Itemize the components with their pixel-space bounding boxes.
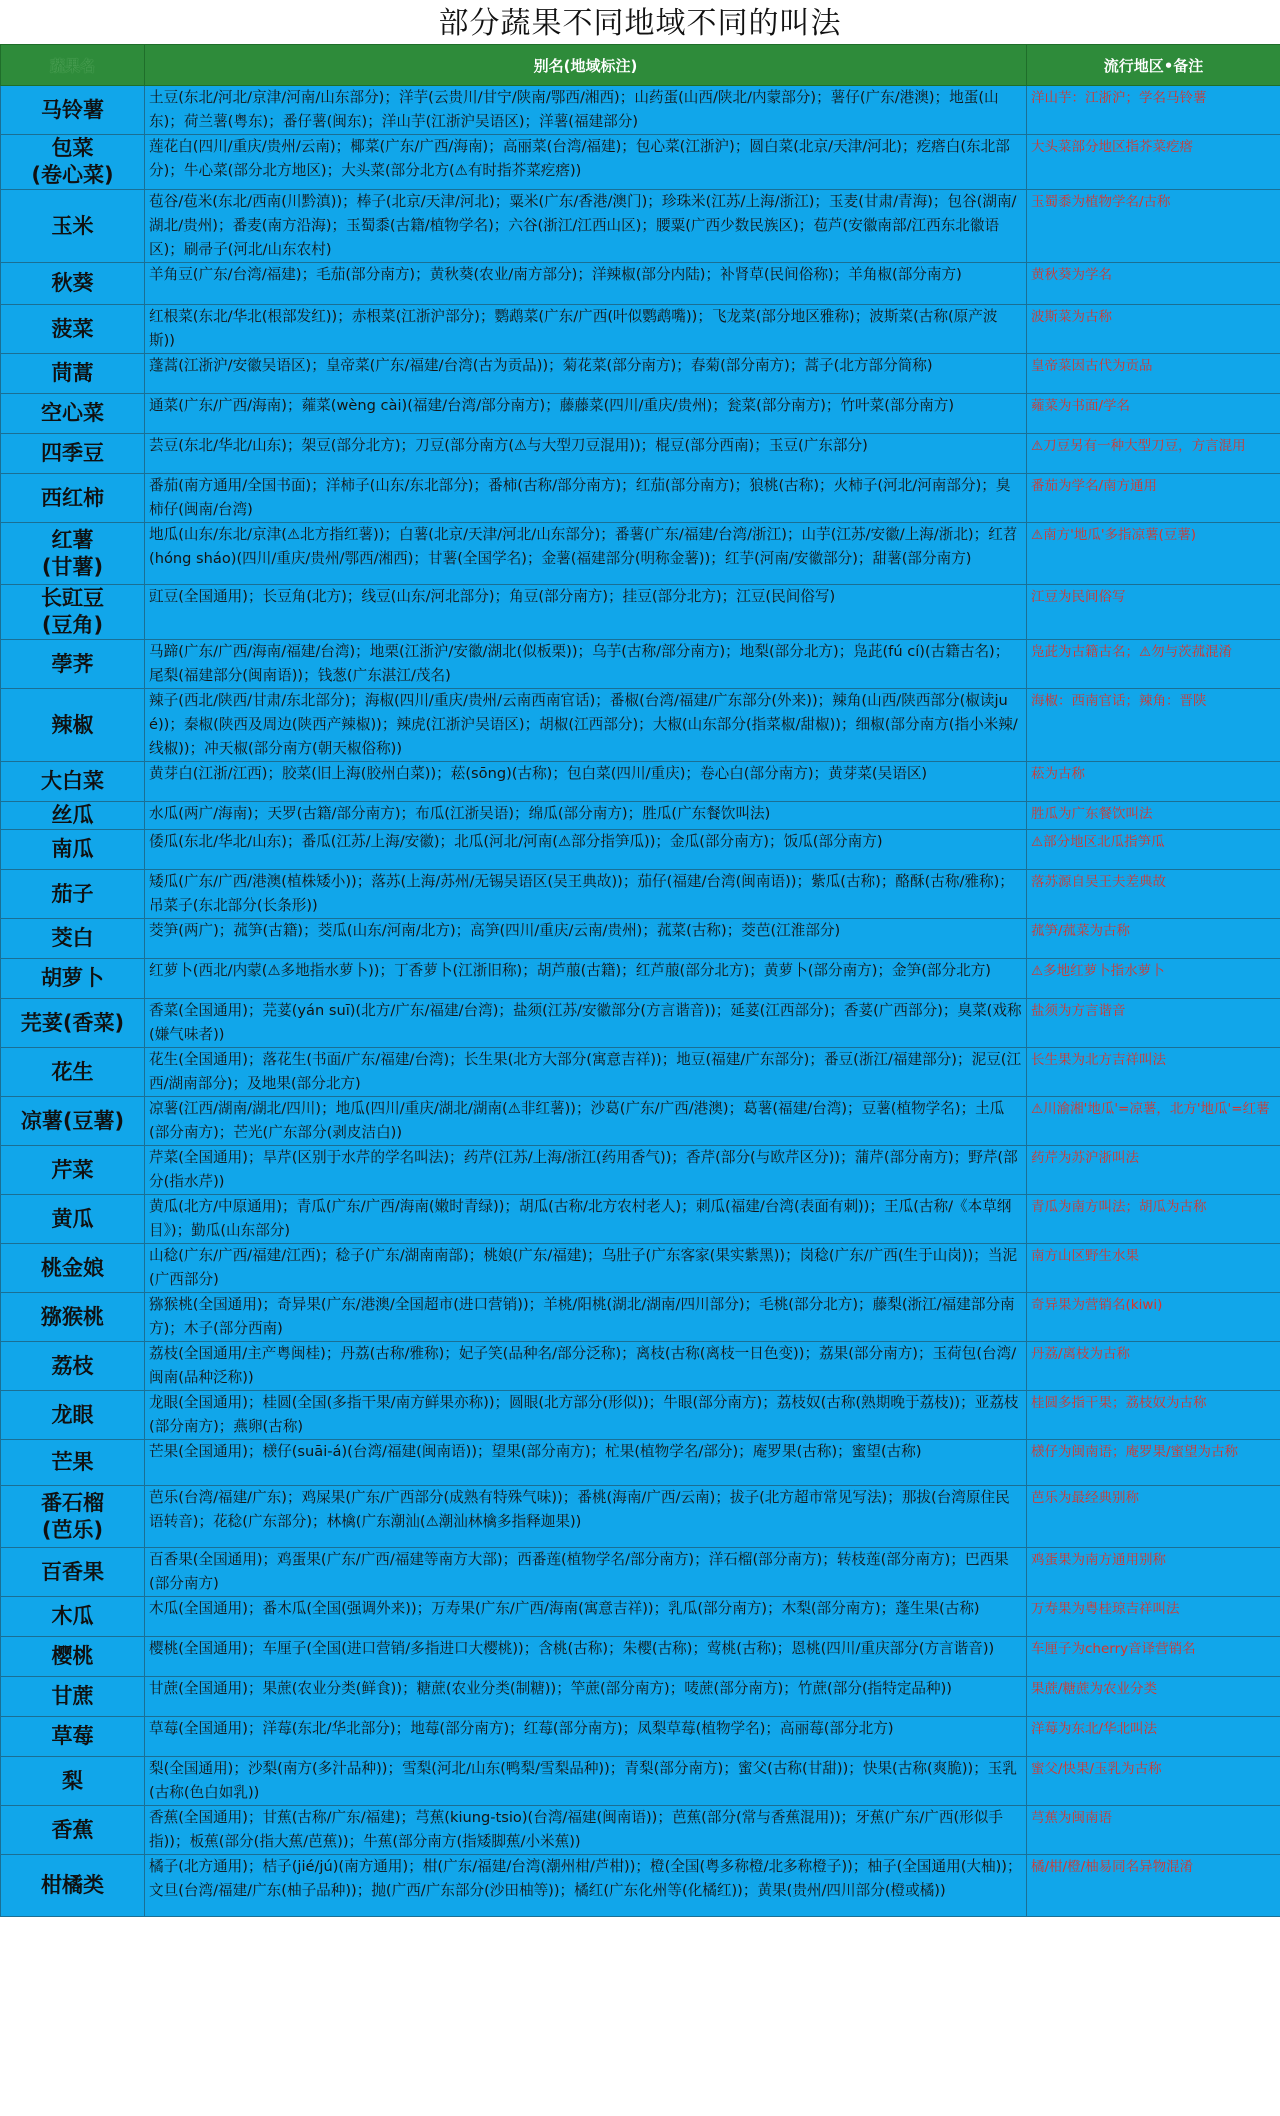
table-row xyxy=(1,1548,1280,1597)
row-aliases: 芒果(全国通用)；檨仔(suāi-á)(台湾/福建(闽南语))；望果(部分南方)；杧果(植物学名/部分)；庵罗果(古称)；蜜望(古称) xyxy=(145,1440,1027,1486)
row-name: 草莓 xyxy=(1,1717,145,1757)
row-note: 橘/柑/橙/柚易同名异物混淆 xyxy=(1027,1855,1280,1917)
row-name: 龙眼 xyxy=(1,1391,145,1440)
row-name: 甘蔗 xyxy=(1,1677,145,1717)
row-aliases: 梨(全国通用)；沙梨(南方(多汁品种))；雪梨(河北/山东(鸭梨/雪梨品种))；青梨(部分南方)；蜜父(古称(甘甜))；快果(古称(爽脆))；玉乳(古称(色白如乳)) xyxy=(145,1757,1027,1806)
table-row xyxy=(1,830,1280,870)
row-aliases: 羊角豆(广东/台湾/福建)；毛茄(部分南方)；黄秋葵(农业/南方部分)；洋辣椒(部分内陆)；补肾草(民间俗称)；羊角椒(部分南方) xyxy=(145,263,1027,305)
row-note: 波斯菜为古称 xyxy=(1027,305,1280,354)
row-note: 药芹为苏沪浙叫法 xyxy=(1027,1146,1280,1195)
row-note: 长生果为北方吉祥叫法 xyxy=(1027,1048,1280,1097)
row-name: 猕猴桃 xyxy=(1,1293,145,1342)
row-name: 木瓜 xyxy=(1,1597,145,1637)
table-row xyxy=(1,394,1280,434)
row-name: 辣椒 xyxy=(1,689,145,762)
row-note: 南方山区野生水果 xyxy=(1027,1244,1280,1293)
table-row xyxy=(1,999,1280,1048)
row-aliases: 茭笋(两广)；菰笋(古籍)；茭瓜(山东/河南/北方)；高笋(四川/重庆/云南/贵州)；菰菜(古称)；茭芭(江淮部分) xyxy=(145,919,1027,959)
row-aliases: 马蹄(广东/广西/海南/福建/台湾)；地栗(江浙沪/安徽/湖北(似板栗))；乌芋(古称/部分南方)；地梨(部分北方)；凫茈(fú cí)(古籍古名)；尾梨(福建部分(闽南语))；钱葱(广东湛江/茂名) xyxy=(145,640,1027,689)
table-row xyxy=(1,762,1280,802)
row-note: 万寿果为粤桂琼吉祥叫法 xyxy=(1027,1597,1280,1637)
row-name: 黄瓜 xyxy=(1,1195,145,1244)
row-name: 荔枝 xyxy=(1,1342,145,1391)
row-note: 檨仔为闽南语；庵罗果/蜜望为古称 xyxy=(1027,1440,1280,1486)
header-aliases: 别名(地域标注) xyxy=(145,45,1027,86)
table-row xyxy=(1,523,1280,585)
table-row xyxy=(1,919,1280,959)
row-note: ⚠刀豆另有一种大型刀豆，方言混用 xyxy=(1027,434,1280,474)
row-name: 南瓜 xyxy=(1,830,145,870)
row-aliases: 山稔(广东/广西/福建/江西)；稔子(广东/湖南南部)；桃娘(广东/福建)；乌肚子(广东客家(果实紫黑))；岗稔(广东/广西(生于山岗))；当泥(广西部分) xyxy=(145,1244,1027,1293)
table-row xyxy=(1,354,1280,394)
row-name: 玉米 xyxy=(1,190,145,263)
row-aliases: 花生(全国通用)；落花生(书面/广东/福建/台湾)；长生果(北方大部分(寓意吉祥))；地豆(福建/广东部分)；番豆(浙江/福建部分)；泥豆(江西/湖南部分)；及地果(部分北方) xyxy=(145,1048,1027,1097)
row-name: 桃金娘 xyxy=(1,1244,145,1293)
row-aliases: 百香果(全国通用)；鸡蛋果(广东/广西/福建等南方大部)；西番莲(植物学名/部分南方)；洋石榴(部分南方)；转枝莲(部分南方)；巴西果(部分南方) xyxy=(145,1548,1027,1597)
row-note: 番茄为学名/南方通用 xyxy=(1027,474,1280,523)
row-note: 车厘子为cherry音译营销名 xyxy=(1027,1637,1280,1677)
row-aliases: 香蕉(全国通用)；甘蕉(古称/广东/福建)；芎蕉(kiung-tsio)(台湾/福建(闽南语))；芭蕉(部分(常与香蕉混用))；牙蕉(广东/广西(形似手指))；板蕉(部分(指大蕉/芭蕉))；牛蕉(部分南方(指矮脚蕉/小米蕉)) xyxy=(145,1806,1027,1855)
row-aliases: 猕猴桃(全国通用)；奇异果(广东/港澳/全国超市(进口营销))；羊桃/阳桃(湖北/湖南/四川部分)；毛桃(部分北方)；藤梨(浙江/福建部分南方)；木子(部分西南) xyxy=(145,1293,1027,1342)
table-row xyxy=(1,1855,1280,1917)
row-note: 蜜父/快果/玉乳为古称 xyxy=(1027,1757,1280,1806)
table-row xyxy=(1,1048,1280,1097)
row-note: 大头菜部分地区指芥菜疙瘩 xyxy=(1027,135,1280,190)
row-aliases: 土豆(东北/河北/京津/河南/山东部分)；洋芋(云贵川/甘宁/陕南/鄂西/湘西)；山药蛋(山西/陕北/内蒙部分)；薯仔(广东/港澳)；地蛋(山东)；荷兰薯(粤东)；番仔薯(闽东)；洋山芋(江浙沪吴语区)；洋薯(福建部分) xyxy=(145,86,1027,135)
row-aliases: 凉薯(江西/湖南/湖北/四川)；地瓜(四川/重庆/湖北/湖南(⚠非红薯))；沙葛(广东/广西/港澳)；葛薯(福建/台湾)；豆薯(植物学名)；土瓜(部分南方)；芒光(广东部分(剥皮洁白)) xyxy=(145,1097,1027,1146)
row-aliases: 红萝卜(西北/内蒙(⚠多地指水萝卜))；丁香萝卜(江浙旧称)；胡芦菔(古籍)；红芦菔(部分北方)；黄萝卜(部分南方)；金笋(部分北方) xyxy=(145,959,1027,999)
row-name: 柑橘类 xyxy=(1,1855,145,1917)
row-note: ⚠南方'地瓜'多指凉薯(豆薯) xyxy=(1027,523,1280,585)
row-name: 秋葵 xyxy=(1,263,145,305)
row-name: 胡萝卜 xyxy=(1,959,145,999)
row-name: 马铃薯 xyxy=(1,86,145,135)
row-name: 百香果 xyxy=(1,1548,145,1597)
row-aliases: 芭乐(台湾/福建/广东)；鸡屎果(广东/广西部分(成熟有特殊气味))；番桃(海南/广西/云南)；拔子(北方超市常见写法)；那拔(台湾原住民语转音)；花稔(广东部分)；林檎(广东潮汕(⚠潮汕林檎多指释迦果)) xyxy=(145,1486,1027,1548)
row-note: 菘为古称 xyxy=(1027,762,1280,802)
row-note: 丹荔/离枝为古称 xyxy=(1027,1342,1280,1391)
table-row xyxy=(1,640,1280,689)
row-aliases: 木瓜(全国通用)；番木瓜(全国(强调外来))；万寿果(广东/广西/海南(寓意吉祥))；乳瓜(部分南方)；木梨(部分南方)；蓬生果(古称) xyxy=(145,1597,1027,1637)
row-note: 洋莓为东北/华北叫法 xyxy=(1027,1717,1280,1757)
row-note: 奇异果为营销名(kiwi) xyxy=(1027,1293,1280,1342)
row-name: 长豇豆 (豆角) xyxy=(1,585,145,640)
row-aliases: 倭瓜(东北/华北/山东)；番瓜(江苏/上海/安徽)；北瓜(河北/河南(⚠部分指笋瓜))；金瓜(部分南方)；饭瓜(部分南方) xyxy=(145,830,1027,870)
table-row xyxy=(1,1293,1280,1342)
row-aliases: 龙眼(全国通用)；桂圆(全国(多指干果/南方鲜果亦称))；圆眼(北方部分(形似))；牛眼(部分南方)；荔枝奴(古称(熟期晚于荔枝))；亚荔枝(部分南方)；燕卵(古称) xyxy=(145,1391,1027,1440)
row-name: 香蕉 xyxy=(1,1806,145,1855)
row-note: 胜瓜为广东餐饮叫法 xyxy=(1027,802,1280,830)
row-note: 落苏源自吴王夫差典故 xyxy=(1027,870,1280,919)
row-name: 空心菜 xyxy=(1,394,145,434)
row-note: 海椒：西南官话；辣角：晋陕 xyxy=(1027,689,1280,762)
row-note: ⚠川渝湘'地瓜'=凉薯，北方'地瓜'=红薯 xyxy=(1027,1097,1280,1146)
row-name: 凉薯(豆薯) xyxy=(1,1097,145,1146)
row-aliases: 黄瓜(北方/中原通用)；青瓜(广东/广西/海南(嫩时青绿))；胡瓜(古称/北方农村老人)；刺瓜(福建/台湾(表面有刺))；王瓜(古称/《本草纲目》)；勤瓜(山东部分) xyxy=(145,1195,1027,1244)
row-aliases: 番茄(南方通用/全国书面)；洋柿子(山东/东北部分)；番柿(古称/部分南方)；红茄(部分南方)；狼桃(古称)；火柿子(河北/河南部分)；臭柿仔(闽南/台湾) xyxy=(145,474,1027,523)
table-row xyxy=(1,474,1280,523)
header-name: 蔬果名 xyxy=(1,45,145,86)
row-aliases: 樱桃(全国通用)；车厘子(全国(进口营销/多指进口大樱桃))；含桃(古称)；朱樱(古称)；莺桃(古称)；恩桃(四川/重庆部分(方言谐音)) xyxy=(145,1637,1027,1677)
row-name: 芫荽(香菜) xyxy=(1,999,145,1048)
table-row xyxy=(1,1597,1280,1637)
row-note: 桂圆多指干果；荔枝奴为古称 xyxy=(1027,1391,1280,1440)
row-name: 茭白 xyxy=(1,919,145,959)
row-note: ⚠部分地区北瓜指笋瓜 xyxy=(1027,830,1280,870)
row-name: 芹菜 xyxy=(1,1146,145,1195)
row-note: 江豆为民间俗写 xyxy=(1027,585,1280,640)
row-note: 黄秋葵为学名 xyxy=(1027,263,1280,305)
table-row xyxy=(1,585,1280,640)
row-name: 茄子 xyxy=(1,870,145,919)
row-aliases: 芹菜(全国通用)；旱芹(区别于水芹的学名叫法)；药芹(江苏/上海/浙江(药用香气))；香芹(部分(与欧芹区分))；蒲芹(部分南方)；野芹(部分(指水芹)) xyxy=(145,1146,1027,1195)
row-note: 洋山芋：江浙沪；学名马铃薯 xyxy=(1027,86,1280,135)
row-aliases: 通菜(广东/广西/海南)；蕹菜(wèng cài)(福建/台湾/部分南方)；藤藤菜(四川/重庆/贵州)；瓮菜(部分南方)；竹叶菜(部分南方) xyxy=(145,394,1027,434)
table-row xyxy=(1,1806,1280,1855)
table-row xyxy=(1,1440,1280,1486)
row-note: 鸡蛋果为南方通用别称 xyxy=(1027,1548,1280,1597)
row-aliases: 橘子(北方通用)；桔子(jié/jú)(南方通用)；柑(广东/福建/台湾(潮州柑/芦柑))；橙(全国(粤多称橙/北多称橙子))；柚子(全国通用(大柚))；文旦(台湾/福建/广东(柚子品种))；抛(广西/广东部分(沙田柚等))；橘红(广东化州等(化橘红))；黄果(贵州/四川部分(橙或橘)) xyxy=(145,1855,1027,1917)
row-aliases: 香菜(全国通用)；芫荽(yán suī)(北方/广东/福建/台湾)；盐须(江苏/安徽部分(方言谐音))；延荽(江西部分)；香荽(广西部分)；臭菜(戏称(嫌气味者)) xyxy=(145,999,1027,1048)
row-aliases: 豇豆(全国通用)；长豆角(北方)；线豆(山东/河北部分)；角豆(部分南方)；挂豆(部分北方)；江豆(民间俗写) xyxy=(145,585,1027,640)
row-name: 包菜 (卷心菜) xyxy=(1,135,145,190)
table-row xyxy=(1,959,1280,999)
row-name: 丝瓜 xyxy=(1,802,145,830)
table-row xyxy=(1,434,1280,474)
row-note: 菰笋/菰菜为古称 xyxy=(1027,919,1280,959)
table-row xyxy=(1,86,1280,135)
header-notes: 流行地区•备注 xyxy=(1027,45,1280,86)
row-name: 梨 xyxy=(1,1757,145,1806)
table-row xyxy=(1,689,1280,762)
table-row xyxy=(1,190,1280,263)
row-name: 花生 xyxy=(1,1048,145,1097)
table-row xyxy=(1,305,1280,354)
table-header xyxy=(1,45,1280,86)
row-note: 青瓜为南方叫法；胡瓜为古称 xyxy=(1027,1195,1280,1244)
row-name: 四季豆 xyxy=(1,434,145,474)
row-note: 玉蜀黍为植物学名/古称 xyxy=(1027,190,1280,263)
row-aliases: 荔枝(全国通用/主产粤闽桂)；丹荔(古称/雅称)；妃子笑(品种名/部分泛称)；离枝(古称(离枝一日色变))；荔果(部分南方)；玉荷包(台湾/闽南(品种泛称)) xyxy=(145,1342,1027,1391)
row-note: 盐须为方言谐音 xyxy=(1027,999,1280,1048)
row-name: 红薯 (甘薯) xyxy=(1,523,145,585)
page-title: 部分蔬果不同地域不同的叫法 xyxy=(438,6,842,41)
row-name: 樱桃 xyxy=(1,1637,145,1677)
row-aliases: 黄芽白(江浙/江西)；胶菜(旧上海(胶州白菜))；菘(sōng)(古称)；包白菜(四川/重庆)；卷心白(部分南方)；黄芽菜(吴语区) xyxy=(145,762,1027,802)
fruit-veg-alias-table xyxy=(0,44,1280,1917)
row-aliases: 地瓜(山东/东北/京津(⚠北方指红薯))；白薯(北京/天津/河北/山东部分)；番薯(广东/福建/台湾/浙江)；山芋(江苏/安徽/上海/浙北)；红苕(hóng sháo)(四川/重庆/贵州/鄂西/湘西)；甘薯(全国学名)；金薯(福建部分(明称金薯))；红芋(河南/安徽部分)；甜薯(部分南方) xyxy=(145,523,1027,585)
table-row xyxy=(1,1146,1280,1195)
row-note: 芎蕉为闽南语 xyxy=(1027,1806,1280,1855)
table-row xyxy=(1,1244,1280,1293)
row-name: 芒果 xyxy=(1,1440,145,1486)
table-row xyxy=(1,263,1280,305)
table-row xyxy=(1,870,1280,919)
row-name: 大白菜 xyxy=(1,762,145,802)
row-aliases: 甘蔗(全国通用)；果蔗(农业分类(鲜食))；糖蔗(农业分类(制糖))；竿蔗(部分南方)；唛蔗(部分南方)；竹蔗(部分(指特定品种)) xyxy=(145,1677,1027,1717)
row-aliases: 草莓(全国通用)；洋莓(东北/华北部分)；地莓(部分南方)；红莓(部分南方)；凤梨草莓(植物学名)；高丽莓(部分北方) xyxy=(145,1717,1027,1757)
table-row xyxy=(1,1391,1280,1440)
row-aliases: 莲花白(四川/重庆/贵州/云南)；椰菜(广东/广西/海南)；高丽菜(台湾/福建)；包心菜(江浙沪)；圆白菜(北京/天津/河北)；疙瘩白(东北部分)；牛心菜(部分北方地区)；大头菜(部分北方(⚠有时指芥菜疙瘩)) xyxy=(145,135,1027,190)
table-row xyxy=(1,1637,1280,1677)
row-aliases: 芸豆(东北/华北/山东)；架豆(部分北方)；刀豆(部分南方(⚠与大型刀豆混用))；棍豆(部分西南)；玉豆(广东部分) xyxy=(145,434,1027,474)
table-body xyxy=(1,86,1280,1917)
row-name: 西红柿 xyxy=(1,474,145,523)
table-row xyxy=(1,802,1280,830)
row-aliases: 水瓜(两广/海南)；天罗(古籍/部分南方)；布瓜(江浙吴语)；绵瓜(部分南方)；胜瓜(广东餐饮叫法) xyxy=(145,802,1027,830)
row-name: 番石榴 (芭乐) xyxy=(1,1486,145,1548)
table-row xyxy=(1,1486,1280,1548)
row-aliases: 辣子(西北/陕西/甘肃/东北部分)；海椒(四川/重庆/贵州/云南西南官话)；番椒(台湾/福建/广东部分(外来))；辣角(山西/陕西部分(椒读jué))；秦椒(陕西及周边(陕西产辣椒))；辣虎(江浙沪吴语区)；胡椒(江西部分)；大椒(山东部分(指菜椒/甜椒))；细椒(部分南方(指小米辣/线椒))；冲天椒(部分南方(朝天椒俗称)) xyxy=(145,689,1027,762)
row-aliases: 苞谷/苞米(东北/西南(川黔滇))；棒子(北京/天津/河北)；粟米(广东/香港/澳门)；珍珠米(江苏/上海/浙江)；玉麦(甘肃/青海)；包谷(湖南/湖北/贵州)；番麦(南方沿海)；玉蜀黍(古籍/植物学名)；六谷(浙江/江西山区)；腰粟(广西少数民族区)；苞芦(安徽南部/江西东北徽语区)；刷帚子(河北/山东农村) xyxy=(145,190,1027,263)
row-note: 皇帝菜因古代为贡品 xyxy=(1027,354,1280,394)
row-name: 菠菜 xyxy=(1,305,145,354)
row-aliases: 蓬蒿(江浙沪/安徽吴语区)；皇帝菜(广东/福建/台湾(古为贡品))；菊花菜(部分南方)；春菊(部分南方)；蒿子(北方部分简称) xyxy=(145,354,1027,394)
table-row xyxy=(1,1717,1280,1757)
table-row xyxy=(1,1342,1280,1391)
row-aliases: 矮瓜(广东/广西/港澳(植株矮小))；落苏(上海/苏州/无锡吴语区(吴王典故))；茄仔(福建/台湾(闽南语))；紫瓜(古称)；酪酥(古称/雅称)；吊菜子(东北部分(长条形)) xyxy=(145,870,1027,919)
table-row xyxy=(1,1195,1280,1244)
row-note: 凫茈为古籍古名；⚠勿与茨菰混淆 xyxy=(1027,640,1280,689)
row-note: 蕹菜为书面/学名 xyxy=(1027,394,1280,434)
row-name: 茼蒿 xyxy=(1,354,145,394)
row-note: 芭乐为最经典别称 xyxy=(1027,1486,1280,1548)
table-row xyxy=(1,135,1280,190)
table-row xyxy=(1,1757,1280,1806)
row-note: ⚠多地红萝卜指水萝卜 xyxy=(1027,959,1280,999)
row-aliases: 红根菜(东北/华北(根部发红))；赤根菜(江浙沪部分)；鹦鹉菜(广东/广西(叶似鹦鹉嘴))；飞龙菜(部分地区雅称)；波斯菜(古称(原产波斯)) xyxy=(145,305,1027,354)
table-row xyxy=(1,1097,1280,1146)
row-note: 果蔗/糖蔗为农业分类 xyxy=(1027,1677,1280,1717)
row-name: 荸荠 xyxy=(1,640,145,689)
table-row xyxy=(1,1677,1280,1717)
